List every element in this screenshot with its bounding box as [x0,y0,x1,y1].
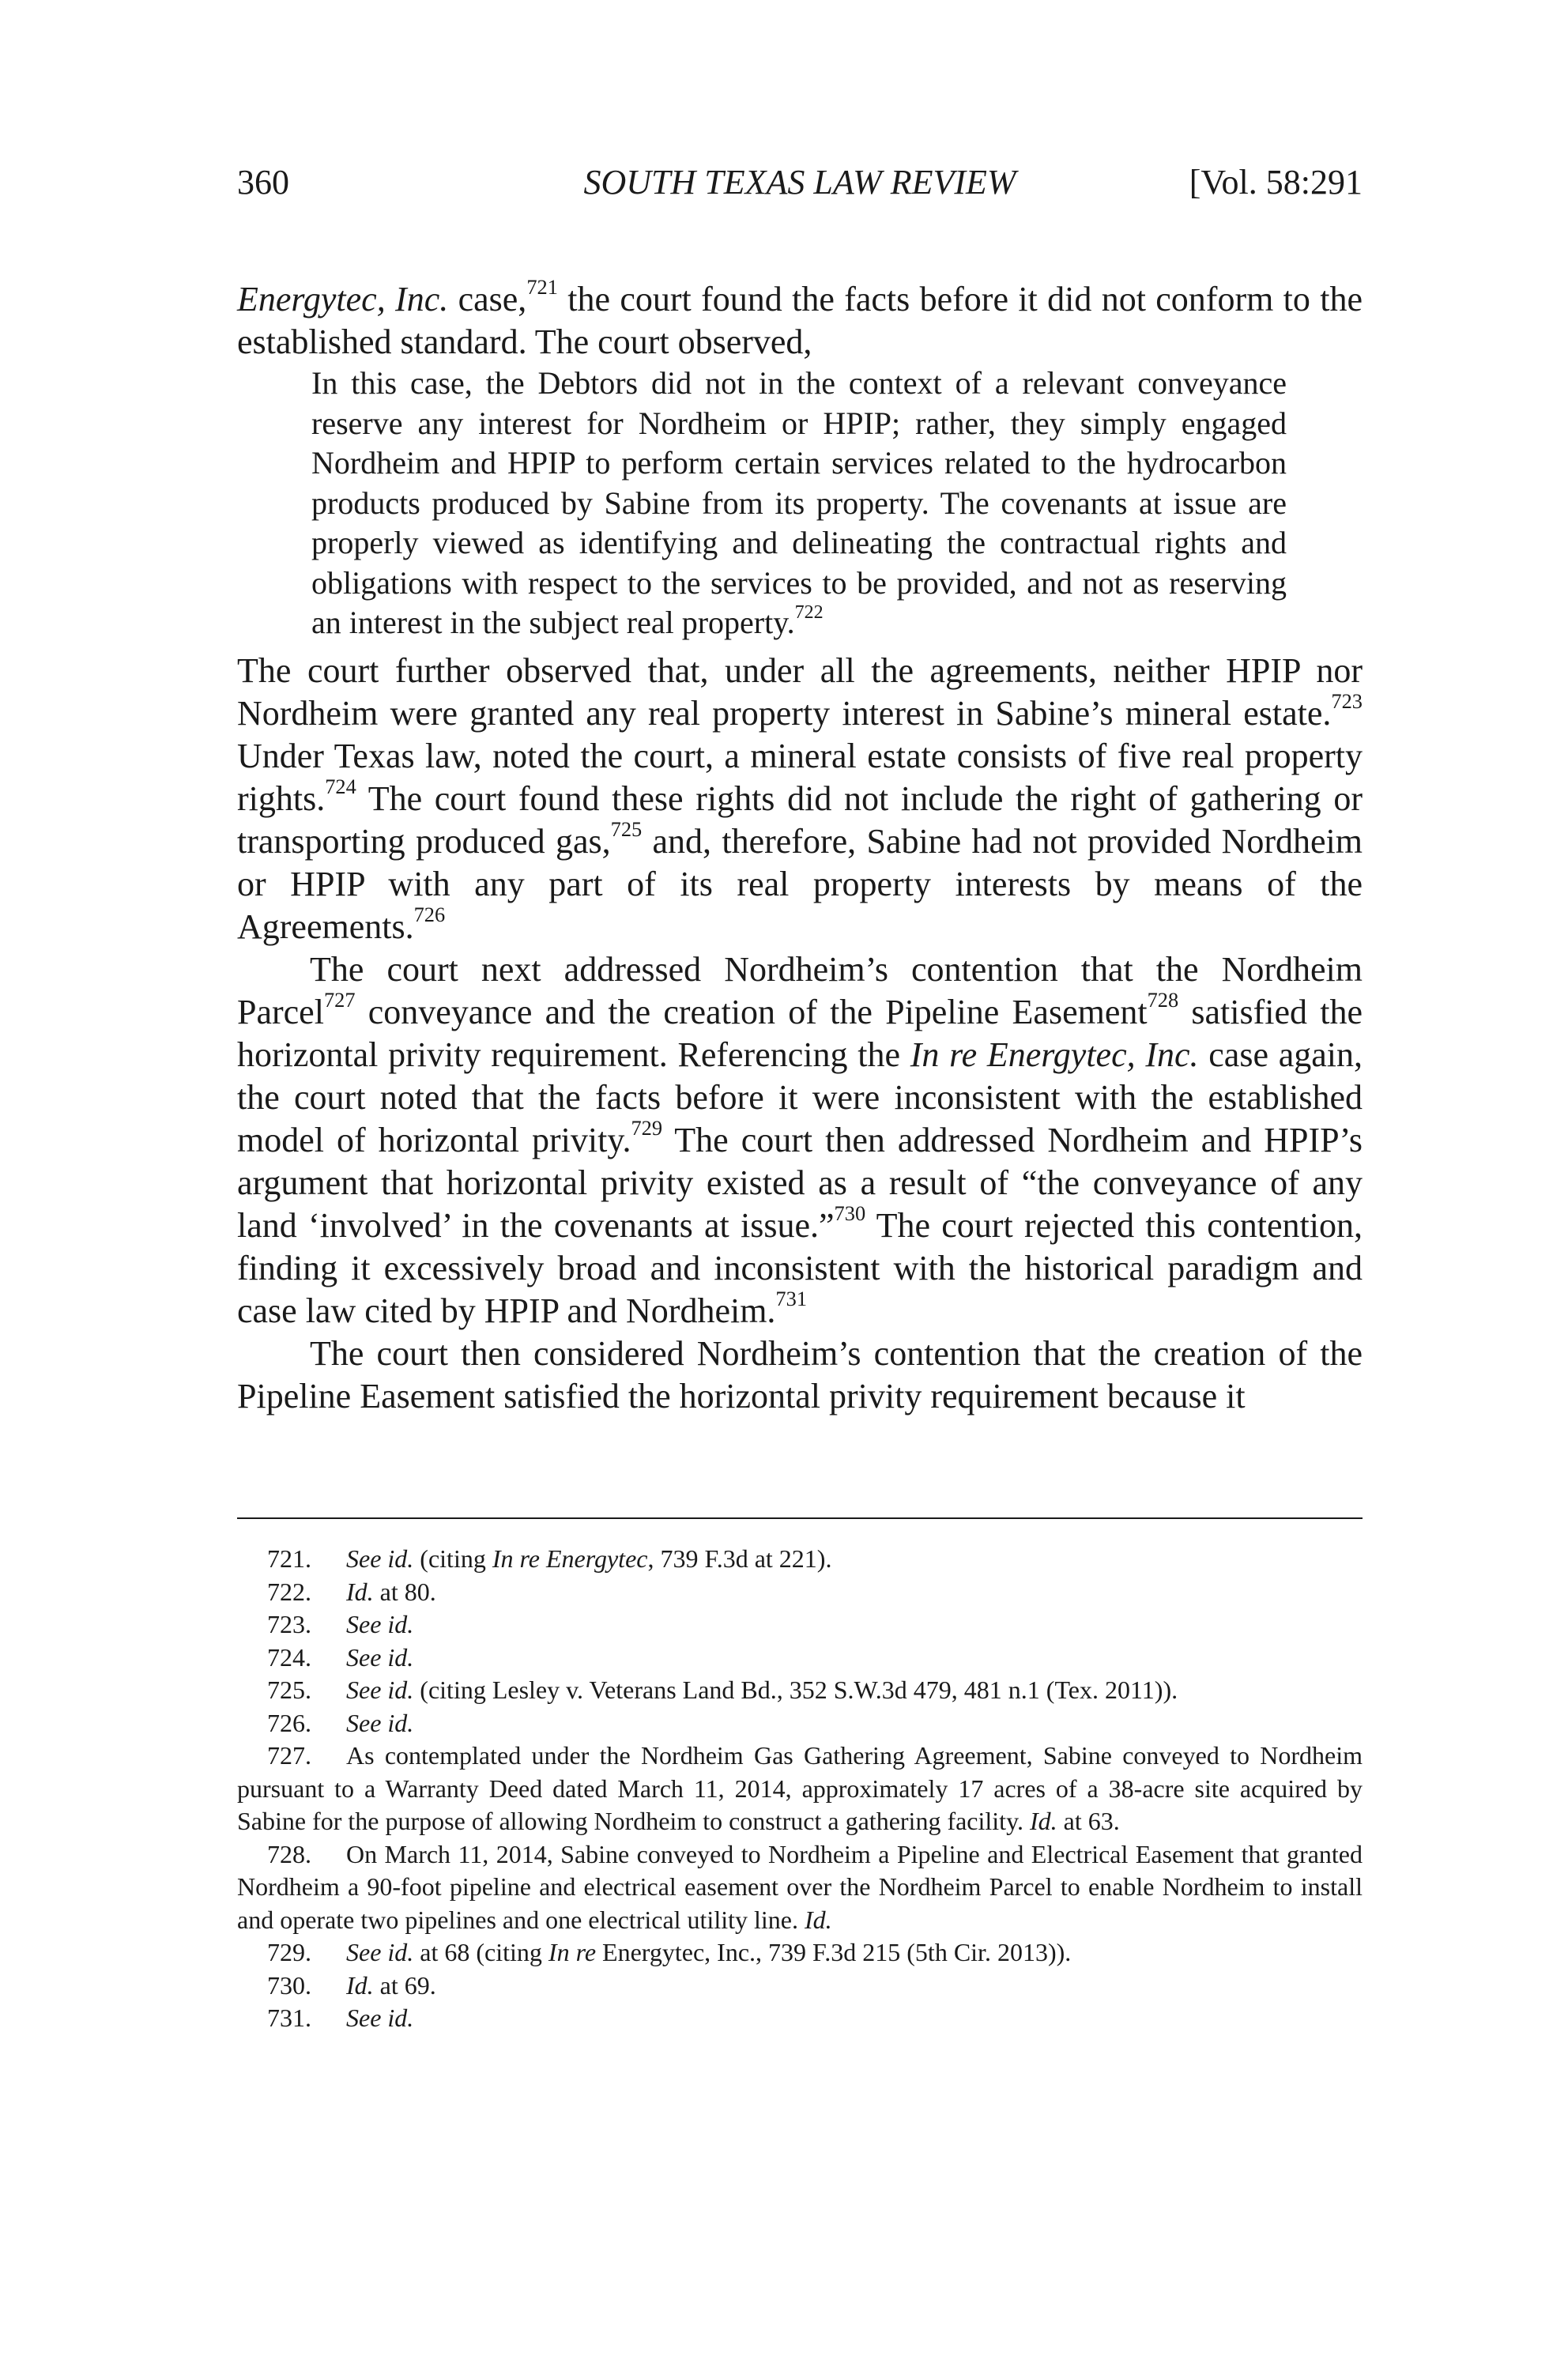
footnote-731: 731. See id. [237,2002,1363,2035]
footnote-number: 727. [267,1741,311,1770]
footnote-ref: 727 [323,987,356,1012]
footnote-number: 729. [267,1938,311,1966]
block-quote: In this case, the Debtors did not in the context of a relevant conveyance reserve any interest for Nordheim or HPIP; rather, they simply engaged Nordheim and HPIP to perform certain services related to the hydrocarbon products produced by Sabine from its property. The covenants at issue are properly viewed as identifying and delineating the contractual rights and obligations with respect to the services to be provided, and not as reserving an interest in the subject real property.$^{722}$ [311,365,1287,640]
footnote-723: 723. See id. [237,1608,1363,1642]
paragraph-3: The court next addressed Nordheim’s contention that the Nordheim Parcel$^{727}$ conveyance and the creation of the Pipeline Easement$^{728}$ satisfied the horizontal privity requirement. Referencing the In re Energytec, Inc. case again, the court noted that the facts before it were inconsistent with the established model of horizontal privity.$^{729}$ The court then addressed Nordheim and HPIP’s argument that horizontal privity existed as a result of “the conveyance of any land ‘involved’ in the covenants at issue.”$^{730}$ The court rejected this contention, finding it excessively broad and inconsistent with the historical paradigm and case law cited by HPIP and Nordheim.$^{731}$ [237,949,1363,1330]
footnote-number: 726. [267,1708,311,1737]
footnote-number: 728. [267,1839,311,1868]
page-number: 360 [237,163,289,202]
footnote-722: 722. Id. at 80. [237,1576,1363,1609]
footnote-727: 727. As contemplated under the Nordheim Gas Gathering Agreement, Sabine conveyed to Nordheim pursuant to a Warranty Deed dated March 11, 2014, approximately 17 acres of a 38-acre site acquired by Sabine for the purpose of allowing Nordheim to construct a gathering facility. Id. at 63. [237,1741,1363,1835]
footnote-number: 730. [267,1970,311,2000]
case-name: In re Energytec, Inc. [910,1035,1199,1074]
footnote-number: 725. [267,1676,311,1704]
footnote-ref: 728 [1147,987,1179,1012]
main-text [237,274,1363,1418]
footnote-726: 726. See id. [237,1707,1363,1740]
paragraph-1: Energytec, Inc. case,$^{721}$ the court found the facts before it did not conform to the established standard. The court observed, [237,274,1363,361]
footnote-724: 724. See id. [237,1642,1363,1675]
footnote-ref: 731 [775,1286,808,1310]
footnote-ref: 726 [413,902,446,926]
footnote-721: 721. See id. (citing In re Energytec, 739 F.3d at 221). [237,1543,1363,1576]
paragraph-4: The court then considered Nordheim’s contention that the creation of the Pipeline Easement satisfied the horizontal privity requirement because it [237,1333,1363,1415]
footnote-divider [237,1517,1363,1519]
volume-citation: [Vol. 58:291 [1189,163,1363,202]
footnote-730: 730. Id. at 69. [237,1970,1363,2003]
footnote-ref: 730 [834,1201,866,1225]
footnote-number: 721. [267,1544,311,1573]
footnote-ref: 729 [631,1115,663,1140]
footnote-ref: 722 [794,601,824,623]
paragraph-2: The court further observed that, under all the agreements, neither HPIP nor Nordheim were granted any real property interest in Sabine’s mineral estate.$^{723}$ Under Texas law, noted the court, a mineral estate consists of five real property rights.$^{724}$ The court found these rights did not include the right of gathering or transporting produced gas,$^{725}$ and, therefore, Sabine had not provided Nordheim or HPIP with any part of its real property interests by means of the Agreements.$^{726}$ [237,650,1363,946]
footnote-number: 723. [267,1610,311,1638]
footnote-number: 724. [267,1642,311,1672]
running-header [237,162,1363,209]
footnotes [237,1543,1363,2035]
footnote-ref: 724 [325,774,356,798]
journal-title: SOUTH TEXAS LAW REVIEW [583,163,1016,202]
footnote-ref: 723 [1331,688,1363,713]
footnote-ref: 721 [526,274,558,299]
footnote-ref: 725 [610,816,643,841]
footnote-725: 725. See id. (citing Lesley v. Veterans Land Bd., 352 S.W.3d 479, 481 n.1 (Tex. 2011)). [237,1674,1363,1707]
footnote-728: 728. On March 11, 2014, Sabine conveyed to Nordheim a Pipeline and Electrical Easement that granted Nordheim a 90-foot pipeline and electrical easement over the Nordheim Parcel to enable Nordheim to install and operate two pipelines and one electrical utility line. Id. [237,1839,1363,1934]
footnote-number: 731. [267,2004,311,2032]
footnote-729: 729. See id. at 68 (citing In re Energytec, Inc., 739 F.3d 215 (5th Cir. 2013)). [237,1936,1363,1970]
footnote-number: 722. [267,1577,311,1606]
case-name: Energytec, Inc. [237,280,449,319]
